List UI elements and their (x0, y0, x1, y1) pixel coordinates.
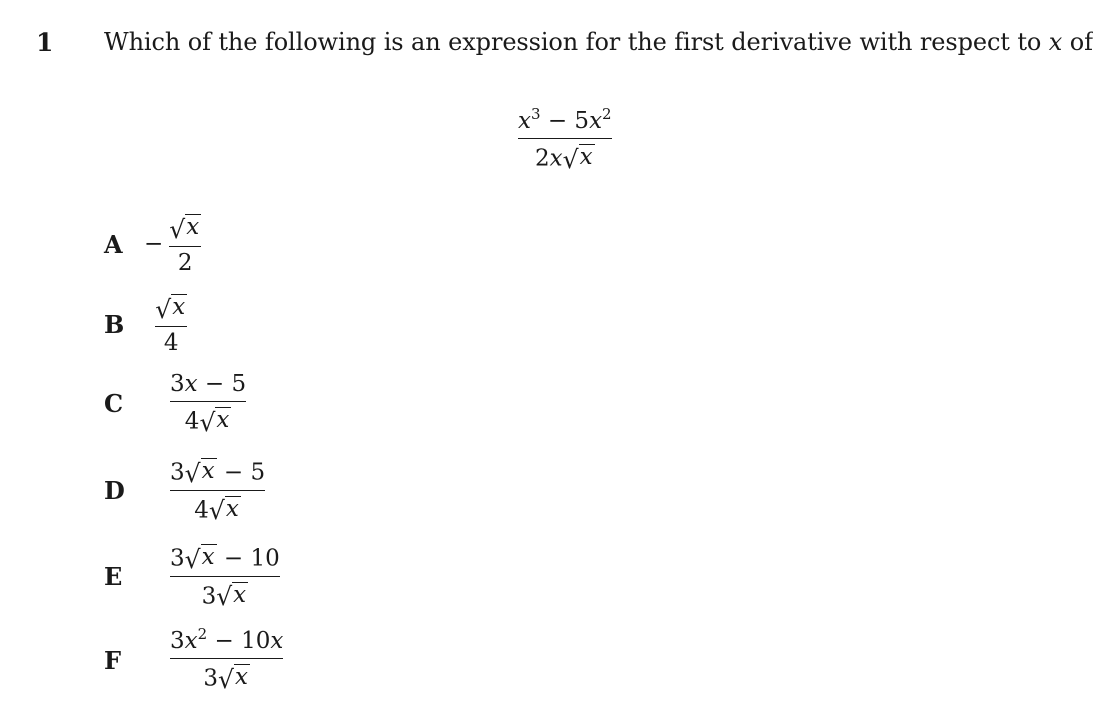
option-label: D (104, 475, 125, 505)
option-fraction: √ x 2 (169, 214, 200, 276)
negative-sign: − (144, 231, 164, 258)
option-f[interactable] (104, 625, 284, 694)
main-expression (518, 105, 612, 174)
option-label: C (104, 388, 124, 418)
option-e[interactable] (104, 544, 280, 612)
main-fraction-bar (518, 138, 612, 139)
main-numerator: $x^3 - 5x^2$ (518, 105, 612, 134)
question-stem: Which of the following is an expression for the first derivative with respect to (104, 28, 1042, 56)
main-denominator: 2x √ x (535, 144, 593, 174)
option-label: F (104, 645, 122, 675)
option-fraction: 3x − 5 4 √ x (170, 371, 247, 437)
option-fraction: √ x 4 (155, 294, 186, 356)
option-label: A (104, 229, 123, 259)
option-label: E (104, 561, 123, 591)
question-variable: x (1048, 28, 1063, 56)
main-fraction (518, 105, 612, 174)
question-suffix: of (1069, 28, 1093, 56)
option-fraction: 3 √ x − 5 4 √ x (170, 458, 266, 526)
question-text (104, 28, 1093, 56)
option-c[interactable] (104, 371, 247, 437)
option-fraction: 3 √ x − 10 3 √ x (170, 544, 280, 612)
option-a[interactable] (104, 214, 201, 275)
option-d[interactable] (104, 458, 266, 526)
option-b[interactable] (104, 294, 187, 355)
option-label: B (104, 309, 125, 339)
option-fraction: $3x^2 - 10x$ 3 √ x (170, 625, 284, 694)
question-number: 1 (36, 28, 54, 57)
